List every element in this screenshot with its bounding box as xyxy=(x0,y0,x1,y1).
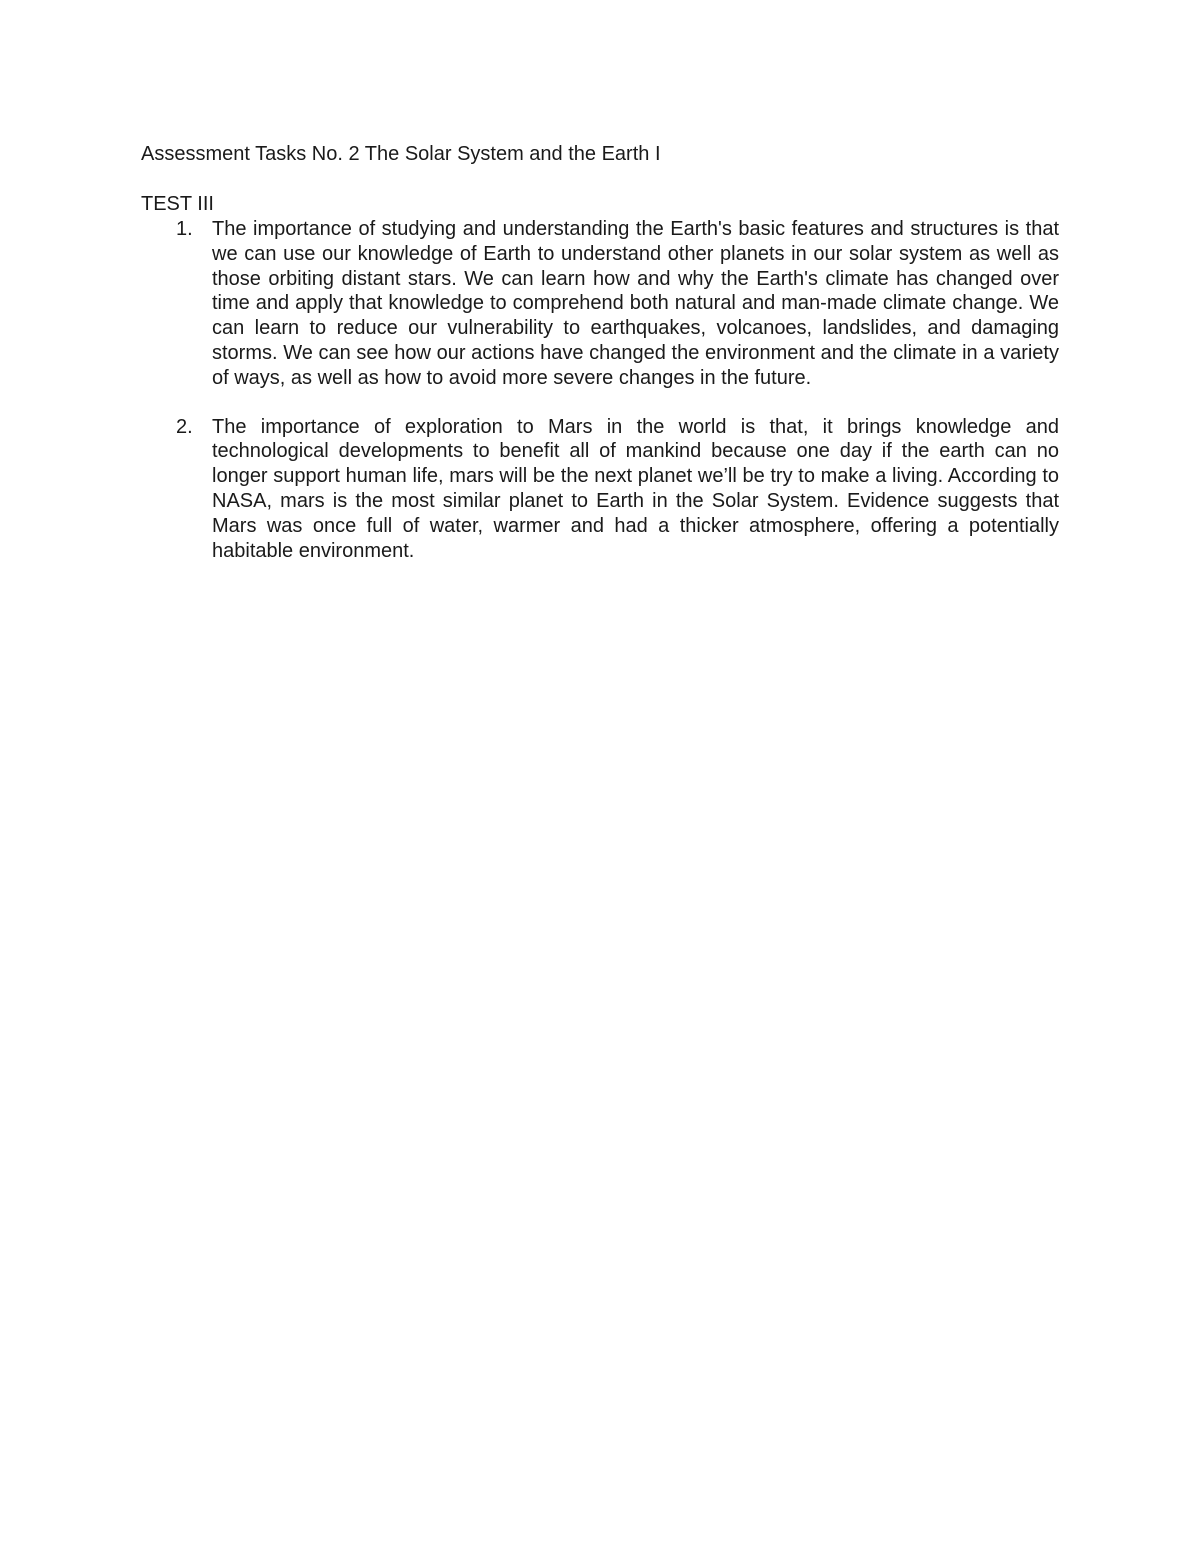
list-item xyxy=(141,415,1059,564)
section-heading: TEST III xyxy=(141,193,214,215)
answer-text: The importance of exploration to Mars in the world is that, it brings knowledge and technological developments to benefit all of mankind because one day if the earth can no longer support human life, mars will be the next planet we’ll be try to make a living. According to NASA, mars is the most similar planet to Earth in the Solar System. Evidence suggests that Mars was once full of water, warmer and had a thicker atmosphere, offering a potentially habitable environment. xyxy=(212,415,1059,562)
answer-list xyxy=(141,217,1059,563)
list-item-number: 1. xyxy=(176,218,193,240)
document-title: Assessment Tasks No. 2 The Solar System and the Earth I xyxy=(141,143,661,165)
list-item xyxy=(141,217,1059,391)
list-item-number: 2. xyxy=(176,415,193,438)
answer-text: The importance of studying and understanding the Earth's basic features and structures is that we can use our knowledge of Earth to understand other planets in our solar system as well as those orbiting distant stars. We can learn how and why the Earth's climate has changed over time and apply that knowledge to comprehend both natural and man-made climate change. We can learn to reduce our vulnerability to earthquakes, volcanoes, landslides, and damaging storms. We can see how our actions have changed the environment and the climate in a variety of ways, as well as how to avoid more severe changes in the future. xyxy=(212,218,1059,389)
